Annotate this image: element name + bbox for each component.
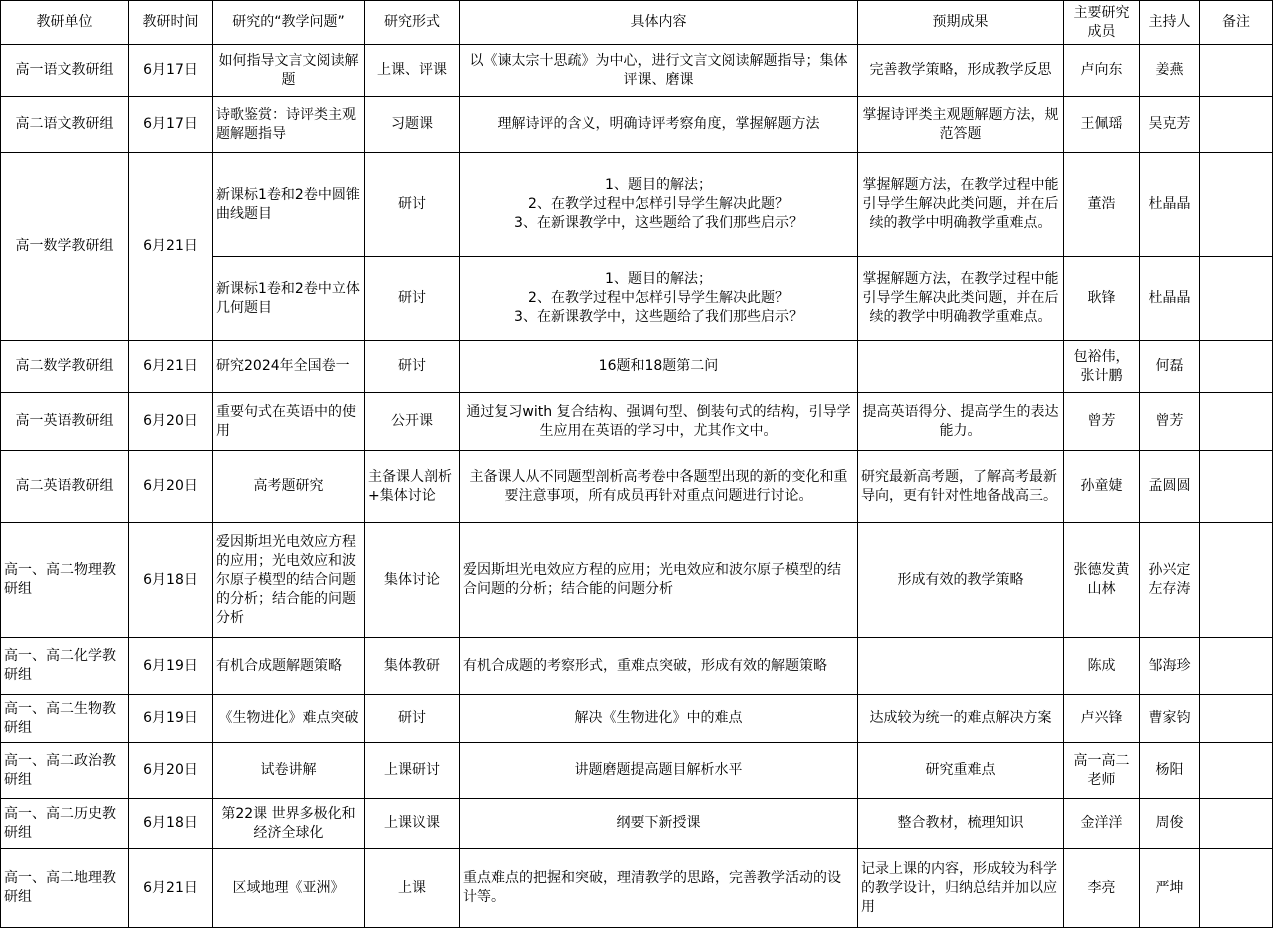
cell-note bbox=[1200, 341, 1273, 393]
cell-unit: 高一、高二政治教研组 bbox=[1, 743, 129, 799]
header-host: 主持人 bbox=[1140, 1, 1200, 45]
cell-content: 16题和18题第二问 bbox=[460, 341, 858, 393]
cell-members: 李亮 bbox=[1064, 849, 1140, 928]
cell-form: 集体教研 bbox=[365, 638, 460, 695]
cell-host: 姜燕 bbox=[1140, 45, 1200, 97]
cell-form: 上课研讨 bbox=[365, 743, 460, 799]
cell-unit: 高一、高二历史教研组 bbox=[1, 799, 129, 849]
cell-time: 6月21日 bbox=[129, 341, 213, 393]
header-result: 预期成果 bbox=[858, 1, 1064, 45]
cell-host: 孙兴定左存涛 bbox=[1140, 523, 1200, 638]
cell-members: 卢向东 bbox=[1064, 45, 1140, 97]
cell-form: 上课议课 bbox=[365, 799, 460, 849]
cell-time: 6月17日 bbox=[129, 97, 213, 153]
cell-form: 主备课人剖析+集体讨论 bbox=[365, 451, 460, 523]
cell-result: 记录上课的内容，形成较为科学的教学设计，归纳总结并加以应用 bbox=[858, 849, 1064, 928]
cell-result: 掌握诗评类主观题解题方法，规范答题 bbox=[858, 97, 1064, 153]
cell-content: 有机合成题的考察形式，重难点突破，形成有效的解题策略 bbox=[460, 638, 858, 695]
cell-members: 董浩 bbox=[1064, 153, 1140, 257]
cell-members: 孙童婕 bbox=[1064, 451, 1140, 523]
cell-time: 6月18日 bbox=[129, 523, 213, 638]
cell-form: 研讨 bbox=[365, 695, 460, 743]
cell-time: 6月18日 bbox=[129, 799, 213, 849]
cell-result: 形成有效的教学策略 bbox=[858, 523, 1064, 638]
cell-note bbox=[1200, 393, 1273, 451]
cell-unit: 高二数学教研组 bbox=[1, 341, 129, 393]
header-form: 研究形式 bbox=[365, 1, 460, 45]
cell-form: 公开课 bbox=[365, 393, 460, 451]
cell-time: 6月20日 bbox=[129, 451, 213, 523]
header-note: 备注 bbox=[1200, 1, 1273, 45]
cell-unit: 高一、高二生物教研组 bbox=[1, 695, 129, 743]
table-row bbox=[1, 743, 1273, 799]
cell-unit: 高一语文教研组 bbox=[1, 45, 129, 97]
table-row bbox=[1, 849, 1273, 928]
cell-host: 杜晶晶 bbox=[1140, 153, 1200, 257]
table-row bbox=[1, 393, 1273, 451]
cell-members: 曾芳 bbox=[1064, 393, 1140, 451]
cell-content: 重点难点的把握和突破，理清教学的思路，完善教学活动的设计等。 bbox=[460, 849, 858, 928]
cell-form: 集体讨论 bbox=[365, 523, 460, 638]
cell-note bbox=[1200, 45, 1273, 97]
cell-content: 讲题磨题提高题目解析水平 bbox=[460, 743, 858, 799]
cell-problem: 诗歌鉴赏：诗评类主观题解题指导 bbox=[213, 97, 365, 153]
table-row bbox=[1, 523, 1273, 638]
table-row bbox=[1, 97, 1273, 153]
cell-result: 掌握解题方法，在教学过程中能引导学生解决此类问题，并在后续的教学中明确教学重难点。 bbox=[858, 257, 1064, 341]
table-row bbox=[1, 451, 1273, 523]
cell-time: 6月19日 bbox=[129, 638, 213, 695]
cell-content: 通过复习with 复合结构、强调句型、倒装句式的结构，引导学生应用在英语的学习中，尤其作文中。 bbox=[460, 393, 858, 451]
cell-note bbox=[1200, 257, 1273, 341]
cell-unit: 高二英语教研组 bbox=[1, 451, 129, 523]
cell-note bbox=[1200, 451, 1273, 523]
cell-result: 达成较为统一的难点解决方案 bbox=[858, 695, 1064, 743]
cell-time: 6月20日 bbox=[129, 743, 213, 799]
cell-result: 整合教材，梳理知识 bbox=[858, 799, 1064, 849]
cell-result: 研究最新高考题，了解高考最新导向，更有针对性地备战高三。 bbox=[858, 451, 1064, 523]
cell-content: 解决《生物进化》中的难点 bbox=[460, 695, 858, 743]
cell-time: 6月17日 bbox=[129, 45, 213, 97]
cell-problem: 爱因斯坦光电效应方程的应用；光电效应和波尔原子模型的结合问题的分析；结合能的问题分析 bbox=[213, 523, 365, 638]
cell-host: 曹家钧 bbox=[1140, 695, 1200, 743]
cell-note bbox=[1200, 695, 1273, 743]
cell-time: 6月19日 bbox=[129, 695, 213, 743]
header-unit: 教研单位 bbox=[1, 1, 129, 45]
cell-unit: 高一、高二地理教研组 bbox=[1, 849, 129, 928]
cell-note bbox=[1200, 153, 1273, 257]
cell-time: 6月21日 bbox=[129, 849, 213, 928]
cell-host: 杜晶晶 bbox=[1140, 257, 1200, 341]
cell-problem: 试卷讲解 bbox=[213, 743, 365, 799]
cell-members: 卢兴锋 bbox=[1064, 695, 1140, 743]
cell-host: 严坤 bbox=[1140, 849, 1200, 928]
cell-form: 研讨 bbox=[365, 153, 460, 257]
cell-note bbox=[1200, 523, 1273, 638]
cell-members: 张德发黄山林 bbox=[1064, 523, 1140, 638]
cell-host: 曾芳 bbox=[1140, 393, 1200, 451]
cell-members: 金洋洋 bbox=[1064, 799, 1140, 849]
cell-problem: 研究2024年全国卷一 bbox=[213, 341, 365, 393]
cell-result: 掌握解题方法，在教学过程中能引导学生解决此类问题，并在后续的教学中明确教学重难点。 bbox=[858, 153, 1064, 257]
cell-unit: 高一、高二化学教研组 bbox=[1, 638, 129, 695]
cell-problem: 高考题研究 bbox=[213, 451, 365, 523]
cell-host: 邹海珍 bbox=[1140, 638, 1200, 695]
cell-host: 何磊 bbox=[1140, 341, 1200, 393]
cell-form: 研讨 bbox=[365, 257, 460, 341]
cell-note bbox=[1200, 638, 1273, 695]
cell-problem: 新课标1卷和2卷中圆锥曲线题目 bbox=[213, 153, 365, 257]
cell-content: 爱因斯坦光电效应方程的应用；光电效应和波尔原子模型的结合问题的分析；结合能的问题分析 bbox=[460, 523, 858, 638]
cell-content: 1、题目的解法； 2、在教学过程中怎样引导学生解决此题？ 3、在新课教学中，这些题给了我们那些启示？ bbox=[460, 153, 858, 257]
cell-form: 习题课 bbox=[365, 97, 460, 153]
cell-problem: 如何指导文言文阅读解题 bbox=[213, 45, 365, 97]
cell-content: 纲要下新授课 bbox=[460, 799, 858, 849]
cell-problem: 新课标1卷和2卷中立体几何题目 bbox=[213, 257, 365, 341]
cell-result bbox=[858, 638, 1064, 695]
cell-unit: 高一英语教研组 bbox=[1, 393, 129, 451]
cell-unit: 高一数学教研组 bbox=[1, 153, 129, 341]
cell-members: 王佩瑶 bbox=[1064, 97, 1140, 153]
cell-note bbox=[1200, 849, 1273, 928]
table-row bbox=[1, 153, 1273, 257]
cell-note bbox=[1200, 743, 1273, 799]
cell-host: 孟圆圆 bbox=[1140, 451, 1200, 523]
cell-content: 理解诗评的含义，明确诗评考察角度，掌握解题方法 bbox=[460, 97, 858, 153]
cell-problem: 《生物进化》难点突破 bbox=[213, 695, 365, 743]
header-members: 主要研究成员 bbox=[1064, 1, 1140, 45]
cell-note bbox=[1200, 97, 1273, 153]
header-row bbox=[1, 1, 1273, 45]
cell-content: 主备课人从不同题型剖析高考卷中各题型出现的新的变化和重要注意事项，所有成员再针对重点问题进行讨论。 bbox=[460, 451, 858, 523]
cell-note bbox=[1200, 799, 1273, 849]
table-row bbox=[1, 799, 1273, 849]
cell-result: 完善教学策略，形成教学反思 bbox=[858, 45, 1064, 97]
cell-time: 6月21日 bbox=[129, 153, 213, 341]
cell-host: 杨阳 bbox=[1140, 743, 1200, 799]
cell-problem: 重要句式在英语中的使用 bbox=[213, 393, 365, 451]
cell-form: 研讨 bbox=[365, 341, 460, 393]
cell-result: 提高英语得分、提高学生的表达能力。 bbox=[858, 393, 1064, 451]
cell-result: 研究重难点 bbox=[858, 743, 1064, 799]
cell-members: 耿锋 bbox=[1064, 257, 1140, 341]
cell-form: 上课 bbox=[365, 849, 460, 928]
header-time: 教研时间 bbox=[129, 1, 213, 45]
cell-members: 高一高二老师 bbox=[1064, 743, 1140, 799]
cell-form: 上课、评课 bbox=[365, 45, 460, 97]
table-row bbox=[1, 341, 1273, 393]
cell-problem: 区域地理《亚洲》 bbox=[213, 849, 365, 928]
cell-result bbox=[858, 341, 1064, 393]
cell-members: 包裕伟，张计鹏 bbox=[1064, 341, 1140, 393]
table-row bbox=[1, 45, 1273, 97]
cell-content: 1、题目的解法； 2、在教学过程中怎样引导学生解决此题？ 3、在新课教学中，这些题给了我们那些启示？ bbox=[460, 257, 858, 341]
cell-members: 陈成 bbox=[1064, 638, 1140, 695]
table-row bbox=[1, 638, 1273, 695]
cell-unit: 高二语文教研组 bbox=[1, 97, 129, 153]
cell-content: 以《谏太宗十思疏》为中心，进行文言文阅读解题指导；集体评课、磨课 bbox=[460, 45, 858, 97]
cell-host: 周俊 bbox=[1140, 799, 1200, 849]
cell-unit: 高一、高二物理教研组 bbox=[1, 523, 129, 638]
header-content: 具体内容 bbox=[460, 1, 858, 45]
cell-problem: 第22课 世界多极化和经济全球化 bbox=[213, 799, 365, 849]
cell-time: 6月20日 bbox=[129, 393, 213, 451]
header-problem: 研究的“教学问题” bbox=[213, 1, 365, 45]
cell-host: 吴克芳 bbox=[1140, 97, 1200, 153]
cell-problem: 有机合成题解题策略 bbox=[213, 638, 365, 695]
table-row bbox=[1, 695, 1273, 743]
